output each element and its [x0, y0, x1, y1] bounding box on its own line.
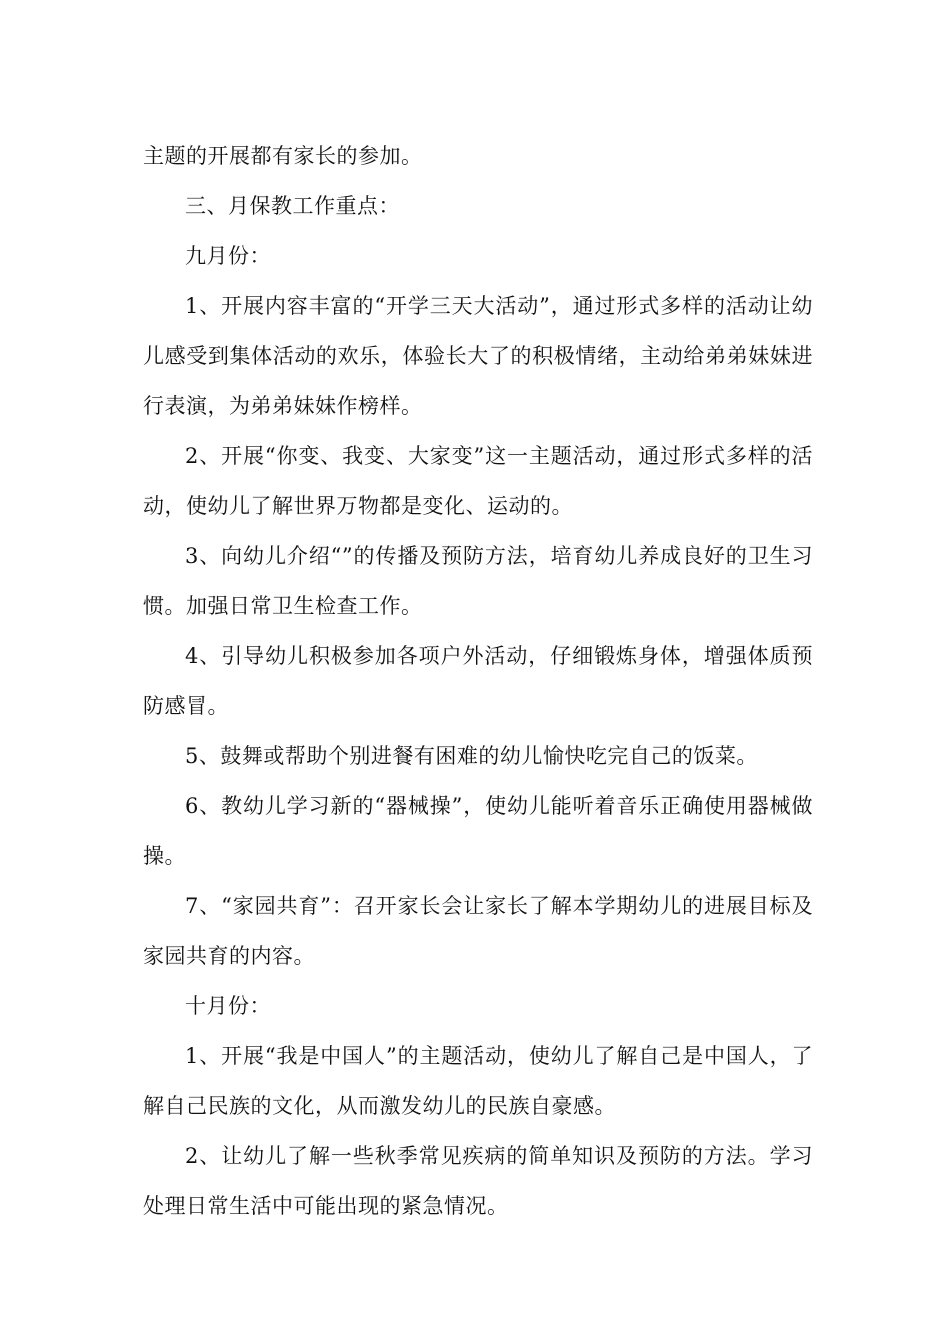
- document-body: [143, 131, 813, 1231]
- list-item: 1、开展内容丰富的“开学三天大活动”，通过形式多样的活动让幼儿感受到集体活动的欢乐，体验长大了的积极情绪，主动给弟弟妹妹进行表演，为弟弟妹妹作榜样。: [143, 294, 813, 418]
- month-heading-september: 九月份：: [185, 244, 271, 268]
- list-item: 4、引导幼儿积极参加各项户外活动，仔细锻炼身体，增强体质预防感冒。: [143, 644, 813, 718]
- section-heading-monthly-focus: 三、月保教工作重点：: [185, 194, 400, 218]
- list-item: 7、“家园共育”：召开家长会让家长了解本学期幼儿的进展目标及家园共育的内容。: [143, 894, 813, 968]
- list-item: 6、教幼儿学习新的“器械操”，使幼儿能听着音乐正确使用器械做操。: [143, 794, 813, 868]
- list-item: 2、让幼儿了解一些秋季常见疾病的简单知识及预防的方法。学习处理日常生活中可能出现的紧急情况。: [143, 1144, 813, 1218]
- list-item: 2、开展“你变、我变、大家变”这一主题活动，通过形式多样的活动，使幼儿了解世界万物都是变化、运动的。: [143, 444, 813, 518]
- paragraph-continuation: 主题的开展都有家长的参加。: [143, 144, 423, 168]
- month-heading-october: 十月份：: [185, 994, 271, 1018]
- list-item: 3、向幼儿介绍“”的传播及预防方法，培育幼儿养成良好的卫生习惯。加强日常卫生检查工作。: [143, 544, 813, 618]
- list-item: 1、开展“我是中国人”的主题活动，使幼儿了解自己是中国人，了解自己民族的文化，从而激发幼儿的民族自豪感。: [143, 1044, 813, 1118]
- list-item: 5、鼓舞或帮助个别进餐有困难的幼儿愉快吃完自己的饭菜。: [185, 744, 758, 768]
